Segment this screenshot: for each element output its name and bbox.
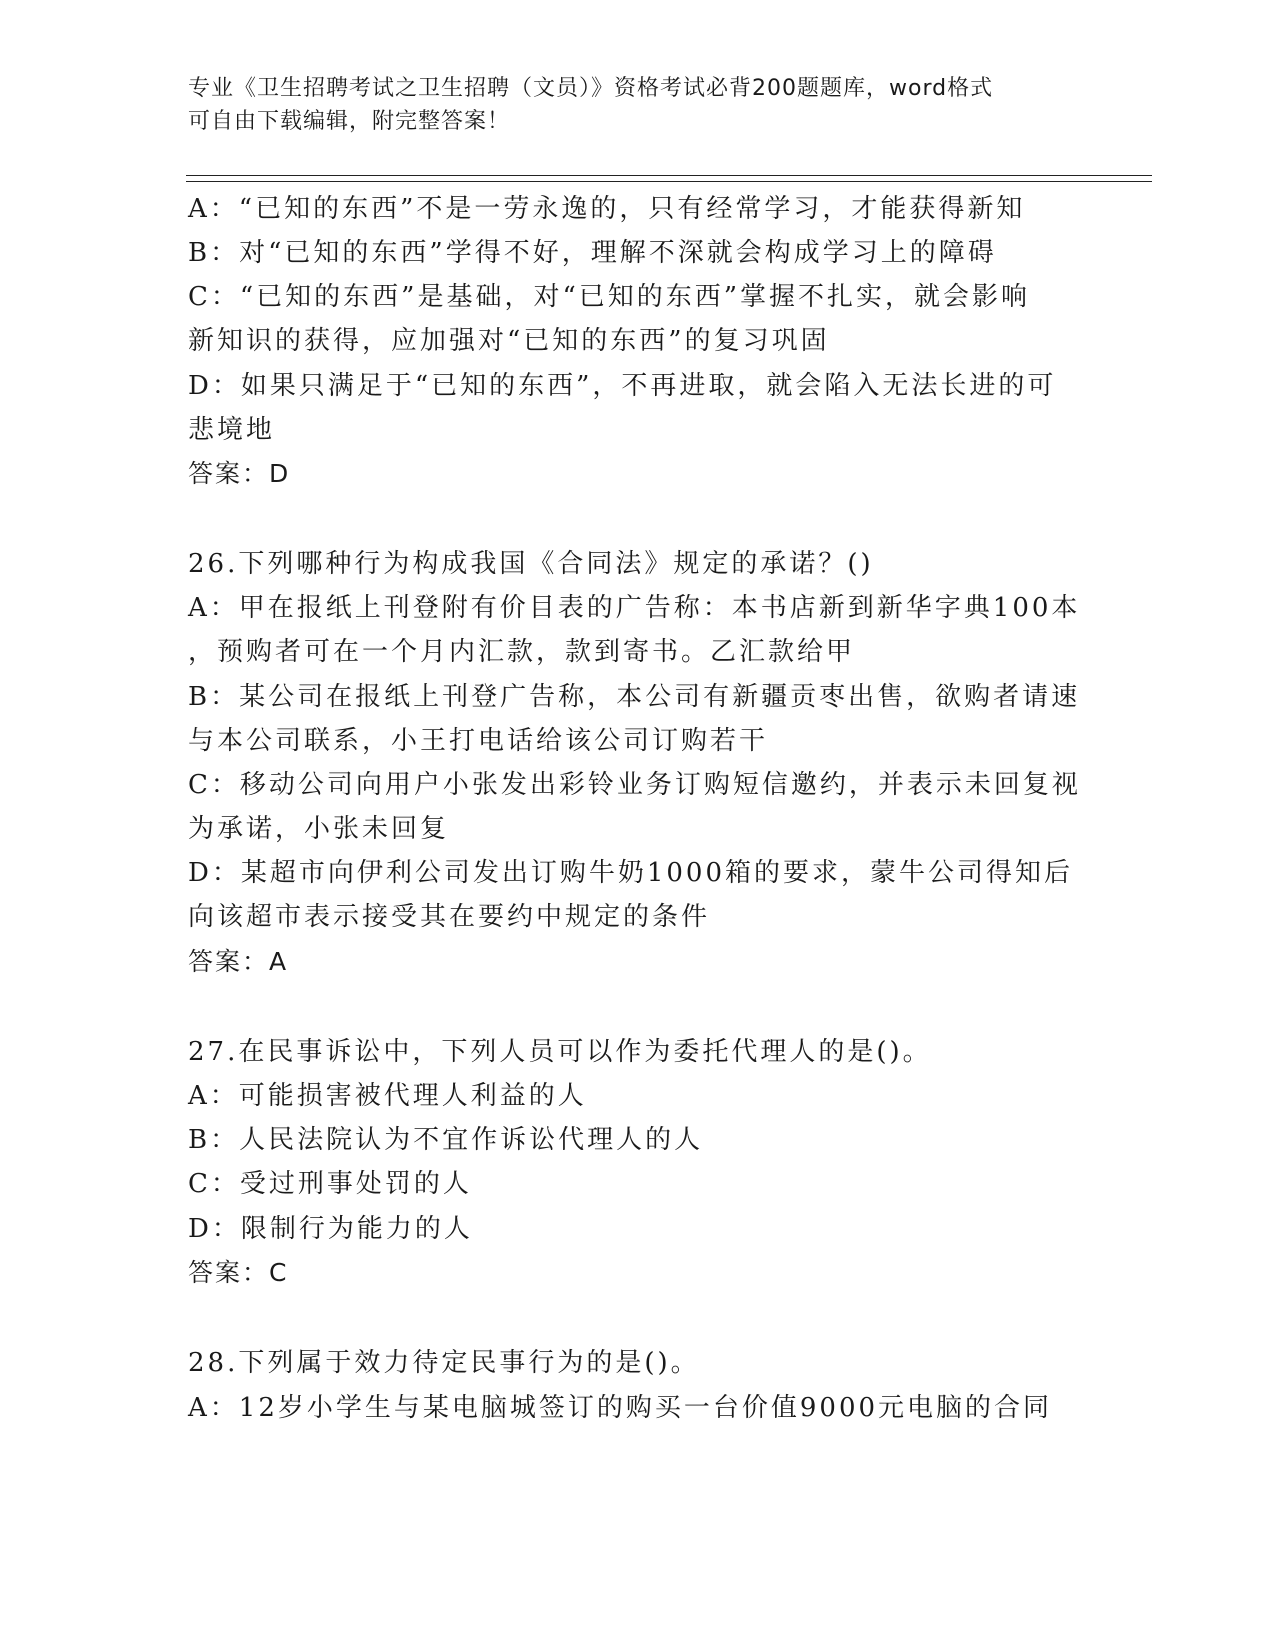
q25-option-c-line1: C：“已知的东西”是基础，对“已知的东西”掌握不扎实，就会影响 — [188, 282, 1031, 312]
q27-option-b: B：人民法院认为不宜作诉讼代理人的人 — [188, 1125, 704, 1155]
q28-option-a: A：12岁小学生与某电脑城签订的购买一台价值9000元电脑的合同 — [188, 1393, 1053, 1423]
header-line-1: 专业《卫生招聘考试之卫生招聘（文员）》资格考试必背200题题库，word格式 — [188, 76, 994, 101]
q26-option-a-line2: ，预购者可在一个月内汇款，款到寄书。乙汇款给甲 — [188, 637, 856, 667]
q25-option-d-line2: 悲境地 — [188, 415, 276, 445]
q26-option-c-line2: 为承诺，小张未回复 — [188, 814, 450, 844]
q28-question: 28.下列属于效力待定民事行为的是()。 — [188, 1348, 700, 1378]
q27-option-c: C：受过刑事处罚的人 — [188, 1169, 472, 1199]
q26-option-b-line2: 与本公司联系，小王打电话给该公司订购若干 — [188, 726, 769, 756]
q27-option-d: D：限制行为能力的人 — [188, 1214, 473, 1244]
header-rule-top — [186, 175, 1152, 176]
q26-question: 26.下列哪种行为构成我国《合同法》规定的承诺？() — [188, 549, 874, 579]
q27-answer: 答案：C — [188, 1258, 289, 1287]
header-rule-bottom — [186, 181, 1152, 182]
q25-option-a: A：“已知的东西”不是一劳永逸的，只有经常学习，才能获得新知 — [188, 194, 1026, 224]
q26-option-b-line1: B：某公司在报纸上刊登广告称，本公司有新疆贡枣出售，欲购者请速 — [188, 682, 1081, 712]
q27-question: 27.在民事诉讼中，下列人员可以作为委托代理人的是()。 — [188, 1037, 932, 1067]
header-line-2: 可自由下载编辑，附完整答案！ — [188, 109, 511, 134]
q25-option-d-line1: D：如果只满足于“已知的东西”，不再进取，就会陷入无法长进的可 — [188, 371, 1057, 401]
document-header — [188, 72, 1088, 138]
q25-option-c-line2: 新知识的获得，应加强对“已知的东西”的复习巩固 — [188, 326, 830, 356]
q26-option-a-line1: A：甲在报纸上刊登附有价目表的广告称：本书店新到新华字典100本 — [188, 593, 1081, 623]
q25-option-b: B：对“已知的东西”学得不好，理解不深就会构成学习上的障碍 — [188, 238, 997, 268]
q26-answer: 答案：A — [188, 947, 289, 976]
q25-answer: 答案：D — [188, 459, 291, 488]
q27-option-a: A：可能损害被代理人利益的人 — [188, 1081, 587, 1111]
q26-option-d-line1: D：某超市向伊利公司发出订购牛奶1000箱的要求，蒙牛公司得知后 — [188, 858, 1074, 888]
q26-option-c-line1: C：移动公司向用户小张发出彩铃业务订购短信邀约，并表示未回复视 — [188, 770, 1081, 800]
q26-option-d-line2: 向该超市表示接受其在要约中规定的条件 — [188, 902, 711, 932]
